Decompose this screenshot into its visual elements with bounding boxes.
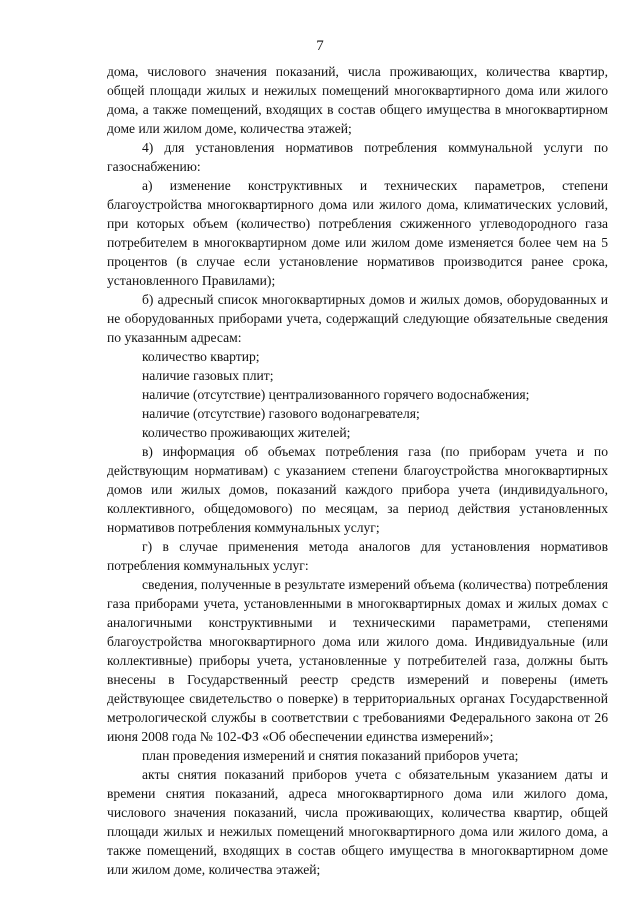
- document-body: [107, 62, 608, 879]
- paragraph-meter-reading-acts: акты снятия показаний приборов учета с обязательным указанием даты и времени снятия показаний, адреса многоквартирного дома или жилого дома, числового значения показаний, числа проживающих, количества квартир, общей площади жилых и нежилых помещений многоквартирного дома или жилого дома, а также помещений, входящих в состав общего имущества в многоквартирном доме или жилом доме, количества этажей;: [107, 767, 608, 877]
- list-item-gas-stoves: наличие газовых плит;: [142, 368, 274, 383]
- paragraph-continuation: дома, числового значения показаний, числа проживающих, количества квартир, общей площади жилых и нежилых помещений многоквартирного дома или жилого дома, а также помещений, входящих в состав общего имущества в многоквартирном доме или жилом доме, количества этажей;: [107, 64, 608, 136]
- paragraph-subitem-b: б) адресный список многоквартирных домов и жилых домов, оборудованных и не оборудованных приборами учета, содержащий следующие обязательные сведения по указанным адресам:: [107, 292, 608, 345]
- list-item-apartments: количество квартир;: [142, 349, 260, 364]
- list-item-water-heater: наличие (отсутствие) газового водонагревателя;: [142, 406, 420, 421]
- paragraph-measurement-data: сведения, полученные в результате измерений объема (количества) потребления газа приборами учета, установленными в многоквартирных домах и жилых домах с аналогичными конструктивными и техническими параметрами, степенями благоустройства многоквартирного дома или жилого дома. Индивидуальные (или коллективные) приборы учета, установленные у потребителей газа, должны быть внесены в Государственный реестр средств измерений и поверены (иметь действующее свидетельство о поверке) в территориальных органах Государственной метрологической службы в соответствии с требованиями Федерального закона от 26 июня 2008 года № 102-ФЗ «Об обеспечении единства измерений»;: [107, 577, 608, 744]
- list-item-residents: количество проживающих жителей;: [142, 425, 351, 440]
- page-number: 7: [316, 38, 324, 54]
- list-item-hot-water: наличие (отсутствие) централизованного горячего водоснабжения;: [142, 387, 530, 402]
- paragraph-item-4: 4) для установления нормативов потребления коммунальной услуги по газоснабжению:: [107, 140, 608, 174]
- paragraph-subitem-v: в) информация об объемах потребления газа (по приборам учета и по действующим нормативам) с указанием степени благоустройства многоквартирных домов или жилых домов, показаний каждого прибора учета (индивидуального, коллективного, общедомового) по месяцам, за период действия установленных нормативов потребления коммунальных услуг;: [107, 444, 608, 535]
- paragraph-subitem-g: г) в случае применения метода аналогов для установления нормативов потребления коммунальных услуг:: [107, 539, 608, 573]
- paragraph-measurement-plan: план проведения измерений и снятия показаний приборов учета;: [142, 748, 519, 763]
- paragraph-subitem-a: а) изменение конструктивных и технических параметров, степени благоустройства многоквартирного дома или жилого дома, климатических условий, при которых объем (количество) потребления сжиженного углеводородного газа потребителем в многоквартирном доме или жилом доме изменяется более чем на 5 процентов (в случае если установление нормативов производится ранее срока, установленного Правилами);: [107, 178, 608, 288]
